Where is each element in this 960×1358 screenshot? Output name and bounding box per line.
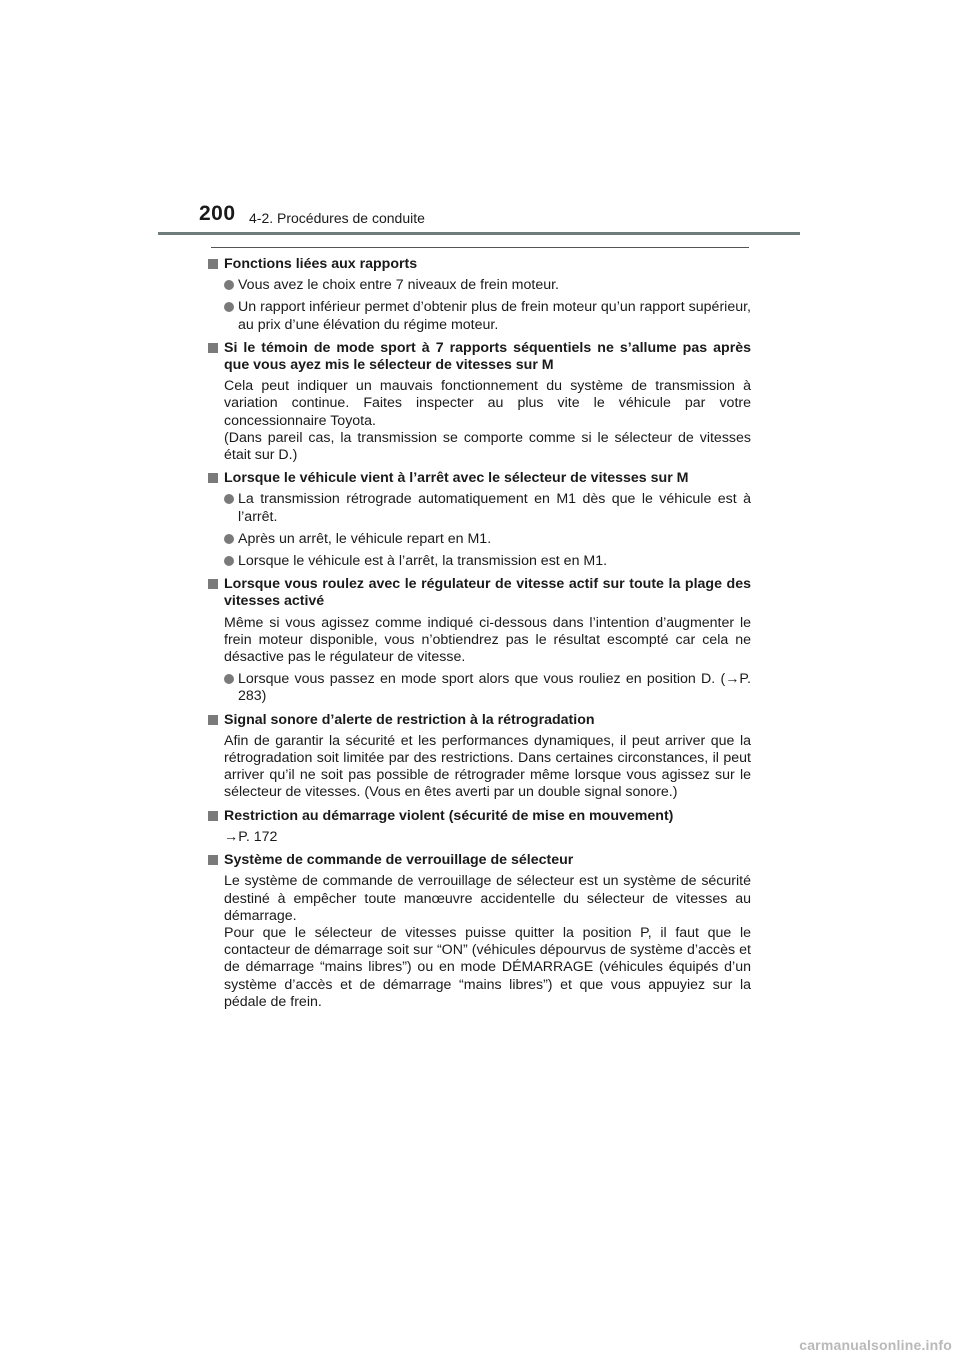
circle-bullet-icon	[224, 556, 234, 566]
bullet-item	[207, 491, 751, 525]
paragraph-text: Afin de garantir la sécurité et les performances dynamiques, il peut arriver que la rétrogradation soit limitée par des restrictions. Dans certaines circonstances, il peut arriver qu’il ne soit pas possible de rétrograder même lorsque vous agissez sur le sélecteur de vitesses. (Vous en êtes averti par un double signal sonore.)	[224, 732, 751, 801]
bullet-text: La transmission rétrograde automatiquement en M1 dès que le véhicule est à l’arrêt.	[238, 491, 751, 525]
section-heading	[207, 340, 751, 374]
body-paragraph	[207, 829, 751, 846]
section-heading-text: Lorsque le véhicule vient à l’arrêt avec le sélecteur de vitesses sur M	[224, 470, 689, 487]
info-section	[207, 852, 751, 1011]
section-heading	[207, 852, 751, 869]
circle-bullet-icon	[224, 302, 234, 312]
bullet-item	[207, 299, 751, 333]
paragraph-text: Même si vous agissez comme indiqué ci-dessous dans l’intention d’augmenter le frein moteur disponible, vous n’obtiendrez pas le résultat escompté car cela ne désactive pas le régulateur de vitesse.	[224, 614, 751, 666]
bullet-text: Lorsque le véhicule est à l’arrêt, la transmission est en M1.	[238, 553, 608, 570]
bullet-item	[207, 553, 751, 570]
bullet-text: Lorsque vous passez en mode sport alors que vous rouliez en position D. (→P. 283)	[238, 671, 751, 705]
section-heading-text: Lorsque vous roulez avec le régulateur de vitesse actif sur toute la plage des vitesses activé	[224, 576, 751, 610]
square-bullet-icon	[208, 259, 218, 269]
circle-bullet-icon	[224, 494, 234, 504]
section-heading-text: Fonctions liées aux rapports	[224, 256, 418, 272]
body-paragraph	[207, 378, 751, 464]
header-rule	[158, 232, 800, 235]
circle-bullet-icon	[224, 534, 234, 544]
circle-bullet-icon	[224, 280, 234, 290]
section-heading-text: Système de commande de verrouillage de sélecteur	[224, 852, 574, 869]
info-section	[207, 340, 751, 464]
section-heading	[207, 712, 751, 729]
section-heading	[207, 808, 751, 825]
watermark: carmanualsonline.info	[799, 1337, 952, 1353]
page-number: 200	[199, 202, 236, 225]
square-bullet-icon	[208, 855, 218, 865]
body-paragraph	[207, 615, 751, 667]
bullet-item	[207, 531, 751, 548]
square-bullet-icon	[208, 811, 218, 821]
info-section	[207, 576, 751, 705]
section-heading-text: Restriction au démarrage violent (sécurité de mise en mouvement)	[224, 807, 674, 824]
square-bullet-icon	[208, 473, 218, 483]
paragraph-text: Le système de commande de verrouillage de sélecteur est un système de sécurité destiné à empêcher toute manœuvre accidentelle du sélecteur de vitesses au démarrage. Pour que le sélecteur de vitesses puisse quitter la position P, il faut que le contacteur de démarrage soit sur “ON” (véhicules dépourvus de système d’accès et de démarrage “mains libres”) ou en mode DÉMARRAGE (véhicules équipés d’un système d’accès et de démarrage “mains libres”) et que vous appuyiez sur la pédale de frein.	[224, 873, 751, 1010]
section-heading	[207, 576, 751, 610]
section-heading-text: Signal sonore d’alerte de restriction à la rétrogradation	[224, 711, 595, 728]
square-bullet-icon	[208, 343, 218, 353]
info-section	[207, 470, 751, 570]
square-bullet-icon	[208, 579, 218, 589]
section-heading	[207, 470, 751, 487]
circle-bullet-icon	[224, 674, 234, 684]
bullet-text: Vous avez le choix entre 7 niveaux de frein moteur.	[238, 277, 559, 294]
bullet-text: Un rapport inférieur permet d’obtenir plus de frein moteur qu’un rapport supérieur, au prix d’une élévation du régime moteur.	[238, 299, 751, 333]
info-section	[207, 256, 751, 334]
bullet-item	[207, 671, 751, 705]
section-title: 4-2. Procédures de conduite	[249, 210, 425, 226]
info-section	[207, 712, 751, 802]
section-heading	[207, 256, 751, 273]
square-bullet-icon	[208, 715, 218, 725]
page-header	[0, 0, 960, 240]
info-section	[207, 808, 751, 846]
body-paragraph	[207, 873, 751, 1011]
body-paragraph	[207, 733, 751, 802]
content-area	[207, 256, 751, 1011]
paragraph-text: Cela peut indiquer un mauvais fonctionnement du système de transmission à variation continue. Faites inspecter au plus vite le véhicule par votre concessionnaire Toyota. (Dans pareil cas, la transmission se comporte comme si le sélecteur de vitesses était sur D.)	[224, 378, 751, 464]
bullet-text: Après un arrêt, le véhicule repart en M1.	[238, 530, 492, 547]
sub-rule	[211, 247, 749, 248]
bullet-item	[207, 277, 751, 294]
paragraph-text: →P. 172	[224, 828, 278, 845]
section-heading-text: Si le témoin de mode sport à 7 rapports séquentiels ne s’allume pas après que vous ayez mis le sélecteur de vitesses sur M	[224, 339, 751, 374]
